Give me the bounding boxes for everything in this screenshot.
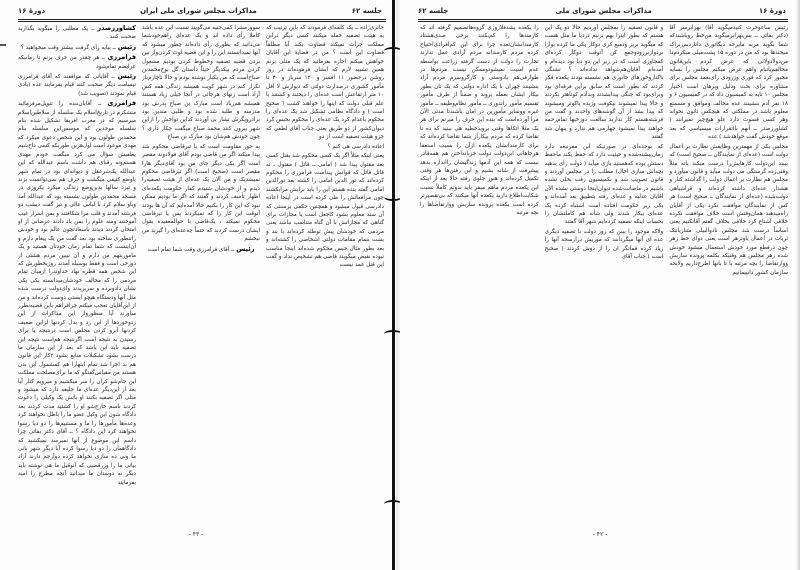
- paragraph: و قانون تصفیه را بمجلس آوردیم حالا دو یک این هستم که بطور اینرا بهم بزنیم دردیا ما مثل هست که میگوید بریز ودمیع کری دوکار یکی ما کرده بوارا بردوازبرزودوجمع کن آنوقت دوکار کرده‌ای کمجاوزی است که در زیر این دو دیا بود دیده‌ام و آمده‌ام آقایان‌هم‌شواهد‌ نداده‌اند ؟ تشنگی باکنار‌وخورهای جانوری هم نشسته بودند یکعده فکر کردند که بطور است که سابق براین فرقه‌ای بود وبرای‌بود که جنگی پیدا‌بشدند وبدآدم کوتاهتر بکردند و حالا پیدا نمیشوند بیکوفت وزیده یاکوتر ومیشوند که پیدا بشد از آن گوشه‌ها‌ی واحدند و گفت من فرشته‌هستم کار ندارید سالعت دوزخیها تمام‌رحمه خواهند پیدا نمیشود چهارمی هم ندارد و پنهان شد گفتند: [544, 25, 664, 141]
- scan-artifact: [0, 44, 6, 46]
- paragraph: رئیس ــ آقای فرامرزی وقت شما تمام است: [147, 244, 255, 253]
- right-page-number: - ۴۲ -: [592, 531, 608, 538]
- paragraph: مجلس یکی از مهمترین وظایفش نظارت بر اعمال دولت است (عده‌ای از نمایندگان ــ صحیح است) که ببیند این‌دولت کارهایش‌را درست میکند یانه مثلاً وقتی‌زده گرسنگی می دولت میآید و قانون میآورد و مجلس هم نظارت بر اعمال دولت را گذاشته کنار و هشدار عده‌ای داشته کرده‌اند و قراشیاهی دولت‌شده (عده‌ای از نمایندگان ــ صحیح است) هر کس از نمایندگان موافقت نکرد یکی از آقایان راه‌میدهند همان‌وقتش است خلاف موافقت نکرده خلافی اشتاع کرد خلافی بخلاف گفتم آقا‌نکنیم یعنی اساساً درست شد مجلس نادوالبیلی متنازیانتک ثریات در اعمال یاونزهر است یعنی دوای خط زهر چون درقطع مورد خودش استعمال میشود خودش شده زهر مجلس هم وقتیکه بکلمه پرونده سازیش ووارتقاضا را بچه مرتبه با تا بانها اطرح‌داریم ولایحه سازمان کشور دانپیمانیم: [669, 143, 788, 276]
- left-page-number: - ۴۳ -: [188, 531, 204, 538]
- paragraph: رئیس ــ بیایه رأی گرفت بیشتر وقت میخواهید ؟: [20, 42, 136, 51]
- right-session-label: جلسه ۶۲: [418, 7, 449, 15]
- paragraph: فرامرزی ــ آقایان‌بنده را تنویل‌مرفرمائید متشکرم در تاریخ‌اسلام یک سلسله از سلاطین‌اسلام میرسیم که در مغرب افریقا تشکیل شده بنام سلسله موحدین که موسس‌این سلسله بنام محمدبن طولون بود و این شخص دعوی میکرد که مهدی موعود است اول‌هرین طوریکه کسی داخ‌شیم یطفیش سؤال می کرد میگفت خودم مهدی هستم‌ونه رقبای هم داشت باسم عبدالله که این عبدالله یک‌شرعقل و دیوانه‌ای بود در تمام شهر باوضع کثیفی میگشت و حرف هم نمی‌توانست بزند و تیزد سالها بدین‌وضع زندگی میکرد یکروزی در مسجد محمدبن طولون نشسته بود که عبدالله آمد وباو سلام کرد با لباس عالی و تیز گفت دیشب دو فرشته آمدند و قلب مرا شکافتند و بمن اسرار غیب آموختند ومنه علوم را بمن یاد دادند عرضانی از او امتحان کردند دیدند باسعادتچون عالم بود و خودش را‌تنطوری ساخته بود بعد گفت من یک پیغام دارم و آن‌اینست که شما تمام زمان خودتان هستید و یک ماموریتهم من دارم و آن تبیین مردم هشتی از دوزخی است و فقط بوسیله آمدند روزیخطورش که این شخص همه قطره نهاد خداوند‌را ازمیان تمام مردمی را که مخالف خودشان‌میدانسته یکی یکی نشان داد‌وبرده و سربریدند وای‌دولت درست شده مثل آنها ودستگاه هیچو ایستی دوست کرده‌اند و من از این‌آقایان تعجب میکنم چرافراهم باین قضیه‌نظرر میاورند آیا منظورواز این مذاکرات از این زدوخوردها از این رد و بدل کردنها لزاین ضعیف کردنها آبرو کردن مجلس است درنتیجه یا برای رسیدن به نتیجه است اگرنتیجه هم‌است نتیجه این تصفیه باید این باشد که بعد از این سازمان ما درست بشود تشکیلات منابع بشود ۲کار این قانون هم بد اجرا شد تمام اینها‌را هم کمشمول این بدن هستند من مقیاس‌گفتگو که ما برای‌مصلحت مملکت این جام‌شو کران را سر میکشیم و میرویم کنار آیا بعد از این‌دیگر عده‌ای ما جلیقه دارد که میشود و مثلی اگر تصفیه بکنند او بانش یک وکیلی را دعوت کردند باسم خارج‌شو او را کشتید مدت کردند بعد دادگاه شون این وکیل عضو ما را باطل نخواهند کرد وعده‌ها مأمورها را ما و مستبیم‌ها را دو دیا رسوا نخواهند کرد این دادگاه ؟ ــ آقای دکتر بقائی چرا داسم این موضوع از آنها نمیرسد نمیکشید که دادگاهمان را دو دیا رسوا کرده آیا دیگر شهر بانی ما ونی ده سازی نخواهد کرده دوآرجم دارند آزاد بیانی ما را وزرقضیی که آنوقیل ما هی نوشته باید دیگر نه دوستان ما میدانید آنچه مطرح را امید بفرمایند: [18, 99, 136, 486]
- left-page-header: [18, 4, 382, 18]
- paragraph: رئیس ــ آقایانی که موافقند که آقای فرامرزی تیسامت دیگر صحبت کنند قیام بفرمایند عده (بادی قیام نمودند (تصویب شد): [18, 72, 136, 97]
- left-page-title: مذاکرات مجلس شورای ملی ایران: [140, 7, 257, 15]
- paragraph: فرامرزی ــ هر چقدر من حرف بزنم تا زمانیکه عرایضم تمام‌شود: [18, 53, 136, 70]
- right-page-title: مذاکرات مجلس شورای ملی: [555, 7, 652, 15]
- speaker-name: فرامرزی: [107, 53, 136, 62]
- paragraph: که بوجده‌ای در صورتیکه این مفرنبعه دارد زمان‌پیشته‌شده و حیثیت دارد که حفظ بکند ماحفظ دستش بوده که‌هستید بازی میآید ( دولت رأی بدهید بچه‌اش سازی اخال) مطلب را در مجلس آوردند و قانون تصویب شد و بکمیسیون رفت بخلی نشده باشیم در ماصانت‌شده دیوان‌اینجا دوستی نشده الآن آقایان عدلیه و عده‌ای رفته بتطبیق بعد آمده‌اند و یکی زیر حکومت افتاده است اشتباه کرده یک عده‌ای بیکار شدند ولی شأنه هم کاملتشان را بحساب اینکه تصفیه کرده‌ایم شهر آقا گفتند: [544, 143, 664, 226]
- paragraph: کشاورزصدر ــ یک مطلبی را میگوید بگذارید صحبت کنند .: [18, 24, 136, 41]
- left-header-rule: [18, 19, 386, 22]
- left-column-1: [266, 24, 384, 512]
- paragraph: یعنی اینکه مثلاً اگر یک کسی محکوم شد بقتل کسی بعد مقتول پیدا شد ( امامی ــ قاتل ) مقتول ، نه قاتل قاتل که قوانش پیداست فرامرزی را محکوم کرده‌اند که نور الدین امامی را کشته بعد نورالدین امامی گفته بنده هستم این را باید برایش مرابکشند چون مرافعاتش را طی کرده است در اینجا اعاده دادرسی قبول میشود و همچنین حکمی برسنتی که آن سند معلوم بشود کاجعل است یا مجازات برای گناهی که مجازاتش با آن گناه متناسب نباشد یعنی مردمی که خودشان پیش توطئه کرده‌اند با بند و بست بتمام مقامات دولتی اشخاصی را کشته‌اند و بعد بطور مثال حبس محکوم شده‌اند اینجا مناسب نبوده نقیض میگویند قاضی هم تشخیص نداد و گفت این قتل عمد نیست: [266, 153, 384, 269]
- paragraph: را یکعده پشدفلازوزی گروه‌هاتصمیم گرفته اند که کارمندها را کم‌بکنند برخی صدی‌هشتاد کارمندانشان‌تعده چرا برای این کم‌افرادی‌احتیاج کرده مردم کارمندانه مردم آزادی عمل ندارند تجارت را دولت از دست گرفته زراعت بواسطه عدم امنیت نمیشود‌وممکن نیست مردم‌ها در طوارفی‌هم بادوستی و کارگر‌وسرم مردم آزاد بنشینند چهران با یک اداره دولتی که یک نان بطور بیکار ایشان بعمله بروند و ضمناً از طرف مأمور تقسیم مأمور راتدوری ــ مأمور نظام‌وظیفه ــ مأمور غیره ووسایر مأمورین در امان باشند‌تا مدتی الآن مرا آورده‌است که بنده این حرف را میزنم برای هر یک مثلا اتکاها وقتی برویدخطیه هی بینید که ده تا تقاضا کرده که مردم بیکاراز شما تقاضا کرده‌اند که برای کارمندانشان یکعده ازآن را بسبب استعفا هرجاها‌ئی ابن‌دولت دولت جزبانداختن هم همه‌قادر نیست که همه این آدمها زندگیشان را‌انداره بدهد پیشرفت از شانه بشیم و این رفتن‌ها هر وقتی تکمیل کرده‌اند و هنوز جلوی رفته حالا بعد از اینکه این یکعده مردم ماهم میفر باید بدونم کاملاً نسبت شکایت‌اطلاع دارید یکعده آنها میکنند که بی‌تقصیر‌تر کرده است یکعده پرونده سازیش ووارتقاضاها را بچه مرتبه: [419, 25, 539, 216]
- binding-gutter: [392, 0, 395, 570]
- right-column-1: [669, 24, 788, 512]
- paragraph: به جور مقاومت است که با تیرقاضی محکوم شد پیدا میکند اگر من قاضی بودم آقای فولادوند مقصر است اگر یکی دیگر جای من بود آقای‌دیگر هارا مقصر است (صحیح است) اگر تیرقاضی محکوم نمیشدیک و من آلان یک عده‌ای از هیئت تصفیه‌را دیدم و از خودشان شنیدم کفار حکومت یکعده‌ای اظهار تأسف کردند و گفتند که اگر ما بودیم ممکن نبود که این کار را بکنیم حالا آمده‌ایم که آن ها بودند آنوقت این کار را که نمیکردند پس یا تیرقاضی محکوم نمیکند ، یک‌قاضی با حوالمعقیده بقول ایشان درست کردند که حتماً چه‌عده‌ای را گیرند من نبخشم: [142, 143, 260, 243]
- paragraph: اعاده دادرسی هی کنم ؟: [327, 143, 384, 150]
- right-column-3: [420, 24, 539, 512]
- right-page: [400, 0, 800, 570]
- speaker-name: رئیس: [117, 42, 136, 51]
- left-page: [0, 0, 392, 570]
- left-column-2: [142, 24, 260, 512]
- left-session-label: جلسه ۶۲: [351, 7, 382, 15]
- paragraph: سوورمشرا کمی‌جنیه می‌گویند نسبت این عده باشد کاملا رأی داده اند و یک عده‌ای راهم‌خودشما می‌دانید که بطوری رأی داده‌اند چطور میشود که آنها نمیدانستند این را و این قضیه لوث کردن‌واز بین بردن قضیه تصفیه وخطوط کردن بودیم مشغول کردن مردم بیکدیگر حیثاً داستان گل بوخ‌محمدبن صباح‌است که من یکبار نوشته بودم و حالا ناچارم‌باز تکرار کنم در شهر کویت همیشه زندگی همه کس آزاد است زنهای هرجائی در آنجا خیلی زیاد هستند همیشه هم‌زیاد است مبارک بن صباح‌ پدرش بود مدرسه و طلبه شده بود و طلبی متدین بود برادرویگرش تشار بی آوردند کداین تواحش را ازاین شهر بیرون کنند محمد صباح میگفت چکار داری ؟ چون خودش هم‌شان بود مبارک بن صباح: [142, 25, 260, 141]
- left-columns: [18, 24, 384, 512]
- speaker-name: رئیس: [236, 244, 255, 253]
- right-column-2: [545, 24, 664, 512]
- page-edge: [796, 0, 800, 570]
- right-header-rule: [418, 19, 788, 22]
- speaker-name: رئیس: [117, 72, 136, 81]
- right-term-label: دورهٔ ۱۶: [758, 7, 786, 15]
- left-column-3: [18, 24, 136, 512]
- right-columns: [420, 24, 788, 512]
- left-term-label: دورهٔ ۱۶: [18, 7, 46, 15]
- right-page-header: [418, 4, 786, 18]
- paragraph: ولاکه موجود را بیبن که روز دولت با تصفیه دیگری عده ای آنها میگردانند که موریش درارسجه آنها را زیاد کرده قمانگر ان را از دوش کردند ( صحیح است ) جناب آقای: [544, 228, 664, 260]
- speaker-name: کشاورزصدر: [97, 24, 136, 32]
- paragraph: حائری‌زاده ــ یک کلمه‌ای فرمودند که باین ترتیب که به هیئت تصفیه حمله میکنند کسی دیگر درابن مملکت جرأت نمیکند قضاوت بکند آیا مطلقاً قضاوت این است ؟ من در قضایۀ این آقایان خواهش میکنم اجازه بفرمائید که یک مثلی بزنم همین تشبیه لازم که ایشان فرموده‌اند در روز روشن درحضور ۱۱ افسر و ۱۲۰ سرباز و ۴۰ تا مأمور کشوری درصدارت دولتی که دیوارش لا اقل ۱۰ متر ارتفاعش است عده‌ای را دیختند و کشتند با علم قبلی دولت که اینها را خواهند کشت ( صحیح است ) و دادگاه نظامی تشکیل شد یک عده‌ای را محکوم باعدام کرد یک عده‌ای را محکوم بحبس کرد دیوان‌کشور از دو طریق یعنی جناب آقای لطفی که جزو هیئت تصفیه است از دو: [266, 25, 384, 141]
- speaker-name: فرامرزی: [107, 99, 136, 108]
- paragraph: رئیس ساعوجرت کنیدمیگوید آقا) بهرابرسر آقا (دکتر بقائی ــ بس‌بهرابرمیگوید من‌خط روباشندکه شما بگوید مربه ماپرحه دیگاتوری دانازدیم‌ربراک میخندها بود که من در دوره ۱۵ پشت‌میلی میکردم‌دا من‌دولادولائی که عرض کردم باین‌قانون مخالفم‌باتبام واهم عرض میکنم مجلس را بسایه مجبور کرد که فوری وزرودی رأی‌بعمد مجلس برای مشاوره برای بحث ودلیل وبرهان است اختیار مجلس ۱۰ تایه به کمیسیون داد که در کمیسیون ۶ و ۱۸ نفر آدم بنشینند عده مخالف وموافق و مسمتع معلوم باشد در مملکتی که هیچکس ثانون نخواند وهر کسی قسوت دارد علو هیچ‌چیز نمیرانند ( کشاورزصدر ــ آنهم بااتقرارات میسیاسی که بعد موقع خودش گفت خواهد‌شد ) عده: [669, 25, 788, 141]
